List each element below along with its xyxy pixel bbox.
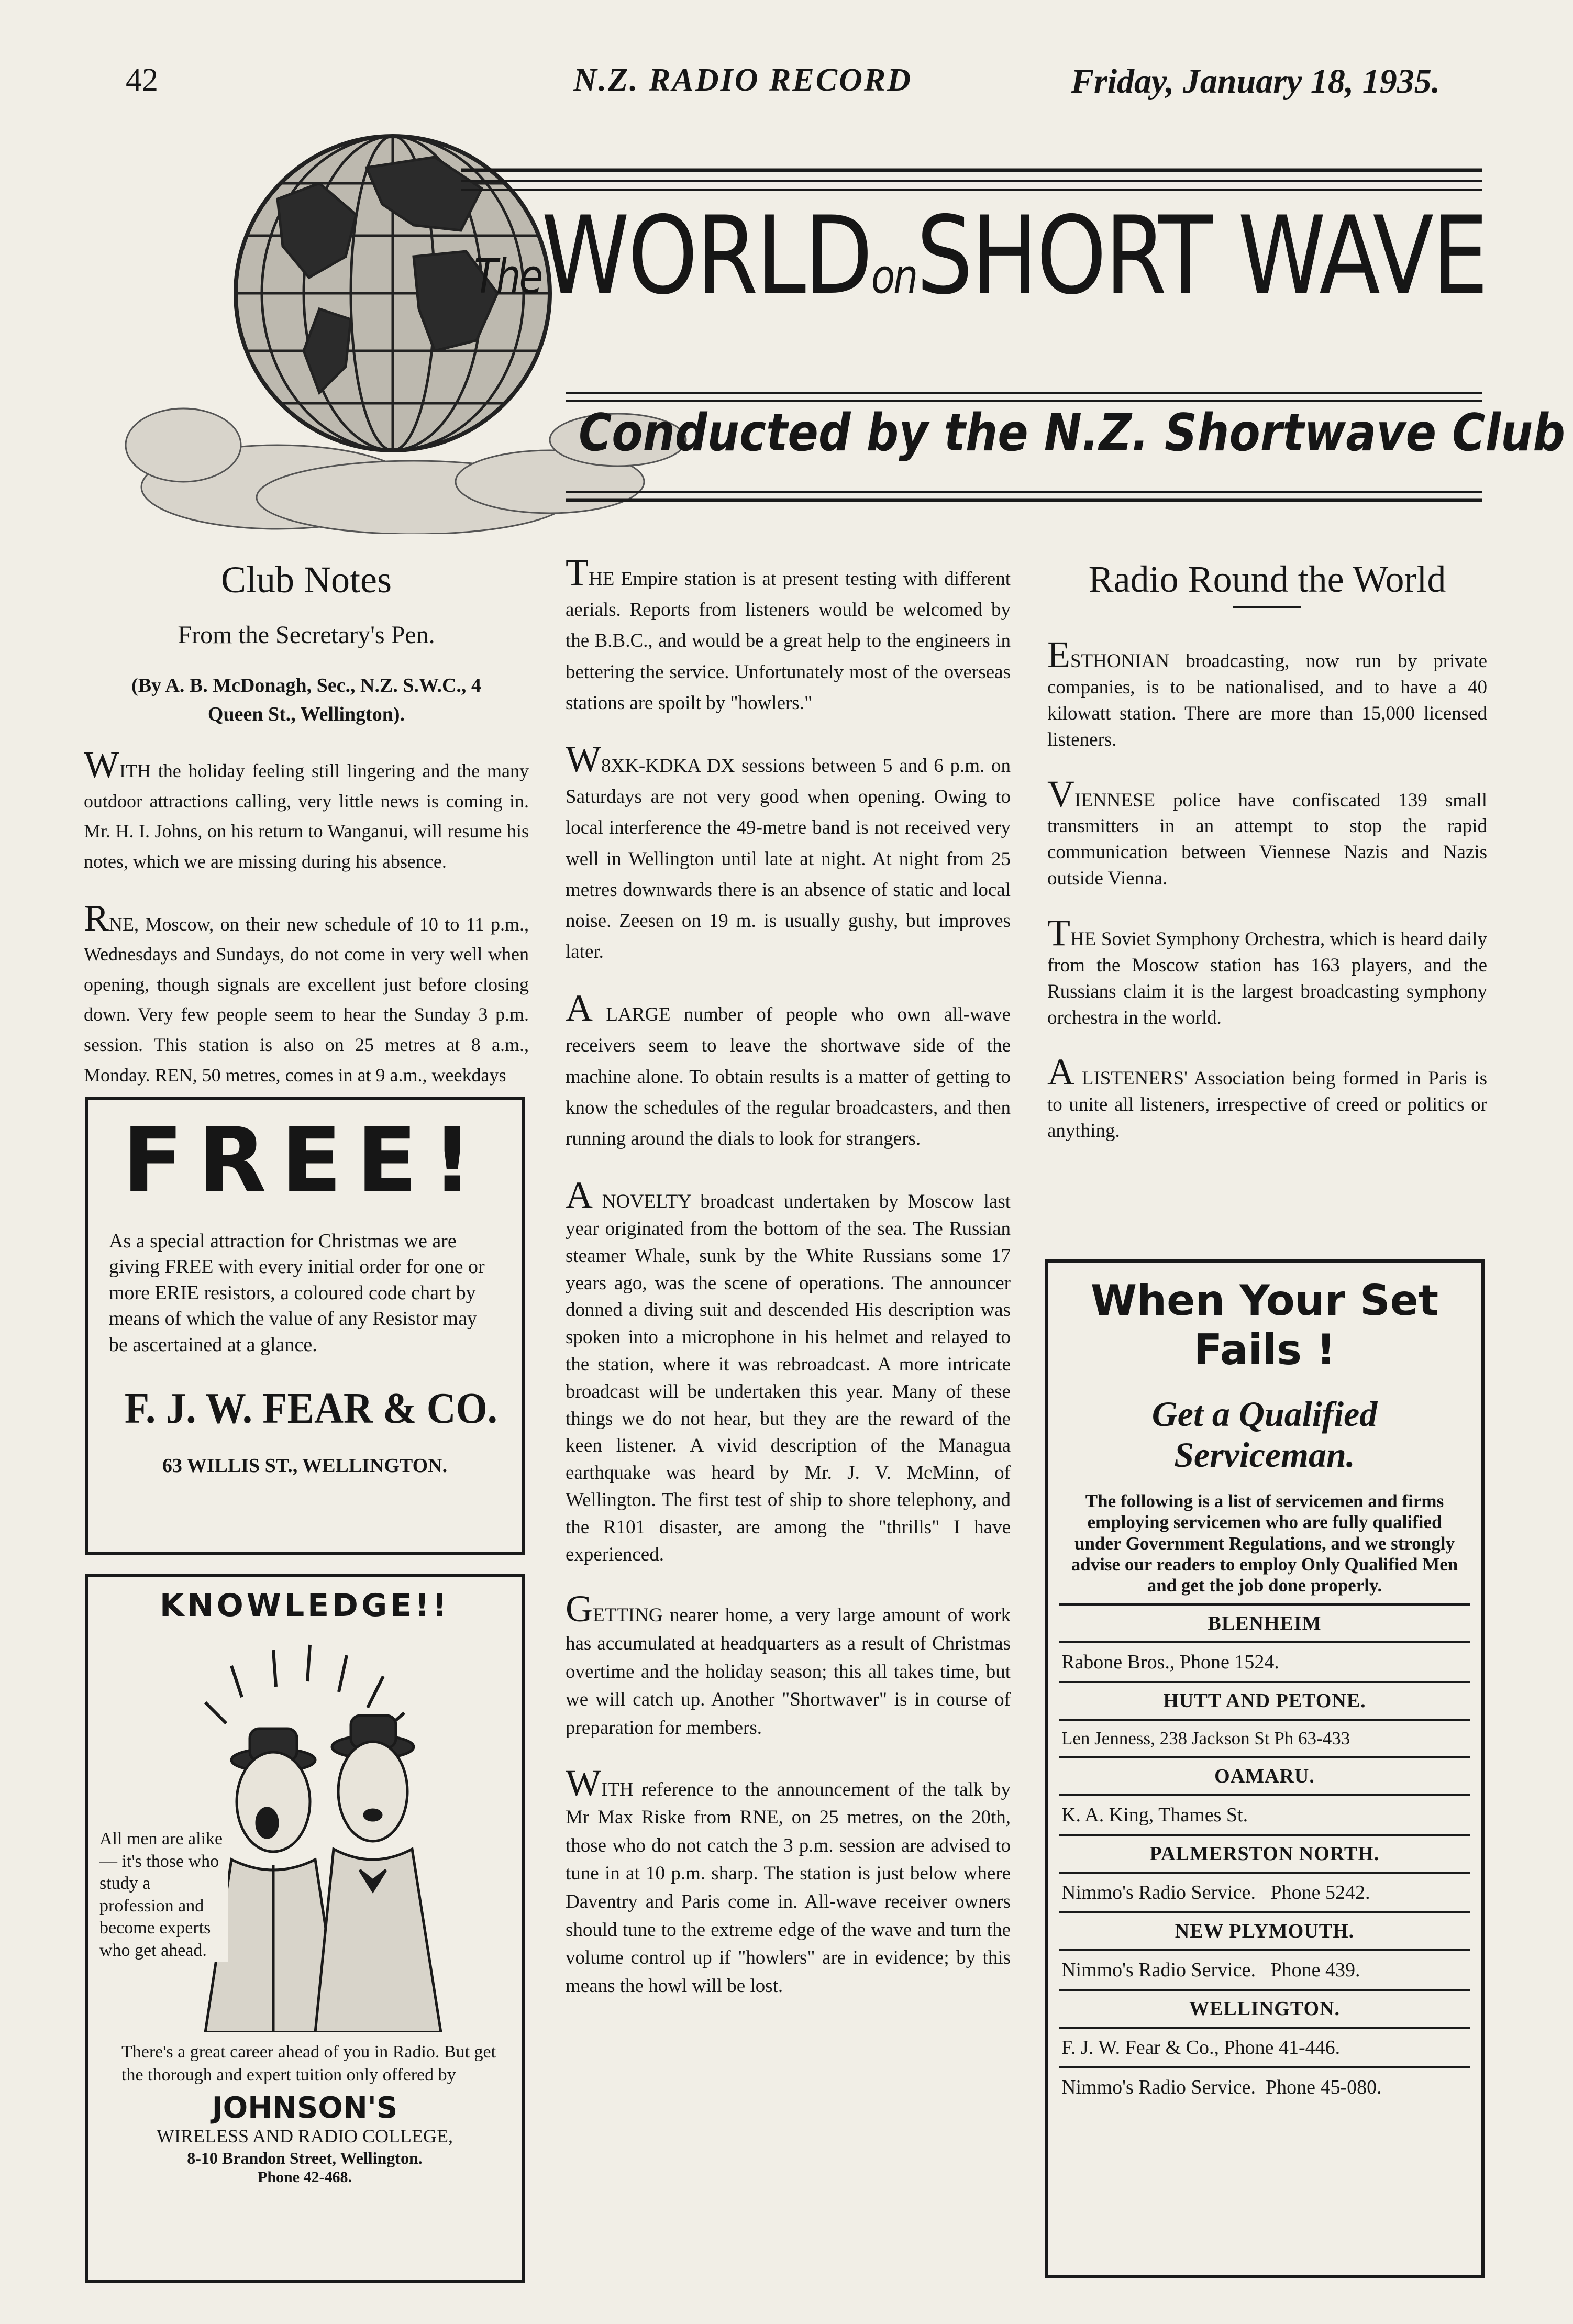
page-number: 42 [126,62,158,98]
club-notes-paragraph: RNE, Moscow, on their new schedule of 10 to 11 p.m., Wednesdays and Sundays, do not come in very well when opening, though signals are excellent just before closing down. Very few people seem to hear the Sunday 3 p.m. session. This station is also on 25 metres at 8 a.m., Monday. REN, 50 metres, comes in at 9 a.m., weekdays [84,897,529,1086]
banner-title-short-wave: SHORT WAVE [916,194,1487,318]
service-tagline: Get a Qualified Serviceman. [1151,1393,1378,1475]
banner-title-on: on [871,249,916,304]
middle-paragraph: THE Empire station is at present testing with different aerials. Reports from listeners would be welcomed by the B.B.C., and would be a great help to the engineers in bettering the service. Unfortunately most of the overseas stations are spoilt by "howlers." [566,551,1011,714]
region-name: PALMERSTON NORTH. [1149,1843,1380,1865]
region-name: WELLINGTON. [1189,1998,1340,2020]
radio-round-column [1047,558,1487,1170]
region-name: NEW PLYMOUTH. [1175,1920,1355,1943]
club-notes-subtitle: From the Secretary's Pen. [178,621,435,649]
free-headline: FREE! [122,1109,488,1212]
banner-subtitle: Conducted by the N.Z. Shortwave Club [579,403,1566,463]
drop-cap: T [1047,912,1070,954]
club-notes-paragraph: WITH the holiday feeling still lingering and the many outdoor attractions calling, very little news is coming in. Mr. H. I. Johns, on his return to Wanganui, will resume his notes, which we are missing during his absence. [84,744,529,872]
free-body: As a special attraction for Christmas we are giving FREE with every initial order for one or more ERIE resistors, a coloured code chart by means of which the value of any Resistor may be ascertained at a glance. [109,1230,485,1356]
banner-the: The [474,249,541,304]
serviceman-entry: Rabone Bros., Phone 1524. [1061,1651,1279,1674]
free-advertisement [85,1097,525,1555]
club-notes-byline: (By A. B. McDonagh, Sec., N.Z. S.W.C., 4 Queen St., Wellington). [131,674,481,726]
free-address: 63 WILLIS ST., WELLINGTON. [162,1454,448,1477]
knowledge-address: 8-10 Brandon Street, Wellington. [187,2148,423,2167]
service-intro: The following is a list of servicemen and firms employing servicemen who are fully qualified under Government Regulations, and we strongly advise our readers to employ Only Qualified Men and get the job done properly. [1071,1491,1458,1596]
serviceman-entry: K. A. King, Thames St. [1061,1804,1248,1827]
middle-paragraph: A LARGE number of people who own all-wave receivers seem to leave the shortwave side of the machine alone. To obtain results is a matter of getting to know the schedules of the regular broadcasters, and then running around the dials to look for strangers. [566,987,1011,1149]
drop-cap: A [566,1174,593,1216]
drop-cap: A [1047,1051,1074,1093]
drop-cap: E [1047,633,1070,676]
service-region-list [1055,1603,1474,2106]
free-company: F. J. W. FEAR & CO. [124,1384,498,1433]
banner-title-world: WORLD [541,194,871,318]
serviceman-entry: F. J. W. Fear & Co., Phone 41-446. [1061,2037,1341,2059]
middle-paragraph: A NOVELTY broadcast undertaken by Moscow last year originated from the bottom of the sea. The Russian steamer Whale, sunk by the White Russians some 17 years ago, was the scene of operations. The announcer donned a diving suit and descended His description was spoken into a microphone in his helmet and relayed to the station, where it was rebroadcast. A more intricate broadcast will be undertaken this year. Many of these things we do not hear, but they are the reward of the keen listener. A vivid description of the Managua earthquake was heard by Mr. J. V. McMinn, of Wellington. The first test of ship to shore telephony, and the R101 disaster, are among the "thrills" I have experienced. [566,1174,1011,1565]
region-name: BLENHEIM [1208,1612,1322,1635]
drop-cap: T [566,551,589,593]
knowledge-college: WIRELESS AND RADIO COLLEGE, [157,2126,453,2147]
club-notes-column [84,550,529,1116]
drop-cap: W [566,738,601,780]
banner-title [474,194,1487,318]
drop-cap: W [84,744,119,786]
drop-cap: A [566,987,593,1030]
radio-round-title: Radio Round the World [1088,558,1446,600]
knowledge-headline: KNOWLEDGE!! [160,1587,450,1624]
middle-paragraph: W8XK-KDKA DX sessions between 5 and 6 p.m. on Saturdays are not very good when opening. Owing to local interference the 49-metre band is not received very well in Wellington until late at night. At night from 25 metres downwards there is an absence of static and local noise. Zeesen on 19 m. is usually gushy, but improves later. [566,738,1011,963]
serviceman-entry: Len Jenness, 238 Jackson St Ph 63-433 [1061,1728,1350,1749]
drop-cap: R [84,897,109,939]
serviceman-advertisement [1045,1259,1485,2278]
region-name: HUTT AND PETONE. [1163,1690,1366,1712]
drop-cap: W [566,1762,601,1804]
drop-cap: G [566,1588,593,1630]
region-name: OAMARU. [1214,1765,1315,1788]
serviceman-entry: Nimmo's Radio Service. Phone 45-080. [1061,2076,1382,2099]
knowledge-company: JOHNSON'S [212,2091,398,2126]
drop-cap: V [1047,772,1074,815]
knowledge-body: There's a great career ahead of you in Radio. But get the thorough and expert tuition only offered by [121,2042,496,2085]
middle-paragraph: GETTING nearer home, a very large amount of work has accumulated at headquarters as a result of Christmas overtime and the holiday season; this all takes time, but we will catch up. Another "Shortwaver" is in course of preparation for members. [566,1588,1011,1739]
radio-round-paragraph: THE Soviet Symphony Orchestra, which is heard daily from the Moscow station has 163 players, and the Russians claim it is the largest broadcasting symphony orchestra in the world. [1047,912,1487,1029]
service-headline: When Your Set Fails ! [1090,1276,1439,1375]
title-underline [1233,606,1301,608]
banner-artwork [120,120,1482,534]
radio-round-paragraph: VIENNESE police have confiscated 139 small transmitters in an attempt to stop the rapid communication between Viennese Nazis and Nazis outside Vienna. [1047,772,1487,890]
knowledge-advertisement [85,1574,525,2283]
radio-round-paragraph: ESTHONIAN broadcasting, now run by private companies, is to be nationalised, and to have a 40 kilowatt station. There are more than 15,000 licensed listeners. [1047,633,1487,750]
middle-paragraph: WITH reference to the announcement of the talk by Mr Max Riske from RNE, on 25 metres, on the 20th, those who do not catch the 3 p.m. session are advised to tune in at 10 p.m. sharp. The station is just below where Daventry and Paris come in. All-wave receiver owners should tune to the extreme edge of the wave and turn the volume control up if "howlers" are in evidence; by this means the howl will be lost. [566,1762,1011,1997]
serviceman-entry: Nimmo's Radio Service. Phone 439. [1061,1959,1360,1982]
issue-date: Friday, January 18, 1935. [1071,62,1441,101]
radio-round-paragraph: A LISTENERS' Association being formed in Paris is to unite all listeners, irrespective of creed or politics or anything. [1047,1051,1487,1142]
middle-column [566,551,1011,2027]
publication-title: N.Z. RADIO RECORD [573,62,912,98]
serviceman-entry: Nimmo's Radio Service. Phone 5242. [1061,1882,1370,1904]
knowledge-side-text: All men are alike — it's those who study a profession and become experts who get ahead. [99,1828,228,1962]
club-notes-title: Club Notes [220,559,392,601]
knowledge-phone: Phone 42-468. [258,2168,352,2186]
